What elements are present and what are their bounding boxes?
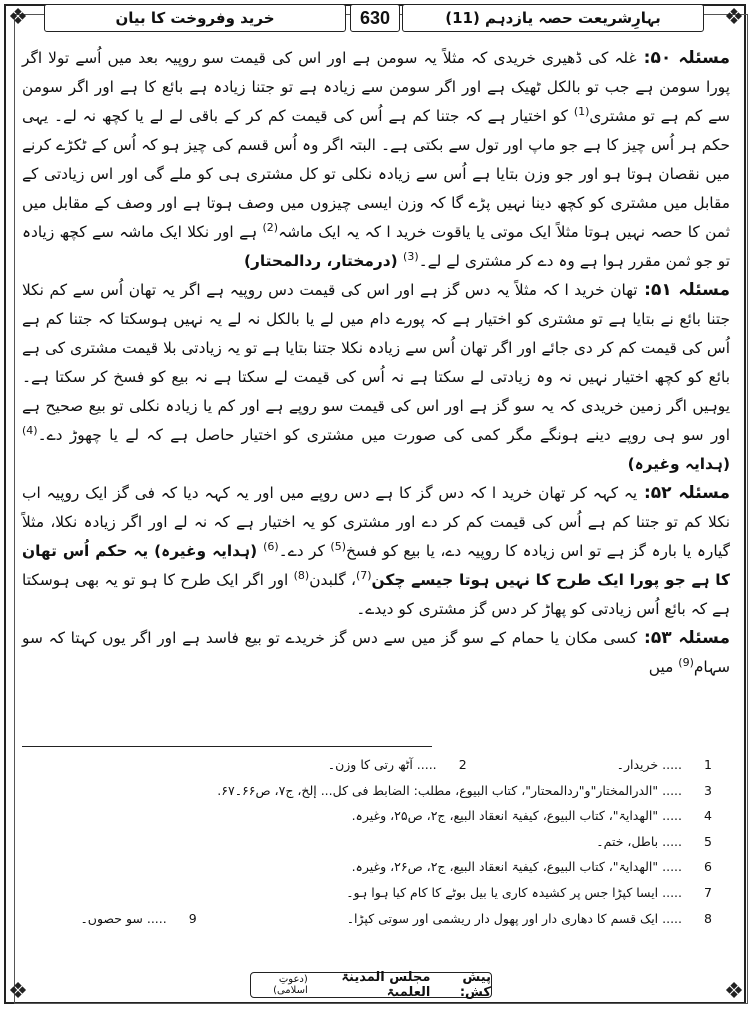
footnote-reference: (9) [678, 655, 694, 669]
footer-subtitle: (دعوتِ اسلامی) [273, 974, 308, 996]
masala-label: مسئلہ ۵۰: [636, 48, 730, 68]
footnote-row: 5..... باطل، ختم۔ [32, 829, 712, 855]
corner-ornament-icon: ❖ [724, 979, 744, 1004]
masala-paragraph [22, 479, 730, 624]
footnote-text: "الھدایۃ"، کتاب البیوع، کیفیۃ انعقاد البیع، ج۲، ص۲۵، وغیرہ. [351, 808, 659, 824]
footnote-text: آٹھ رتی کا وزن۔ [327, 757, 413, 772]
footnote-row: 6..... "الھدایۃ"، کتاب البیوع، کیفیۃ انعقاد البیع، ج۲، ص۲۶، وغیرہ. [32, 854, 712, 880]
corner-ornament-icon: ❖ [724, 5, 744, 30]
footnote-text: باطل، ختم۔ [596, 833, 659, 849]
source-citation: (ہدایہ وغیرہ) [627, 455, 730, 473]
footnote-reference: (7) [355, 568, 372, 582]
footnote-row: 4..... "الھدایۃ"، کتاب البیوع، کیفیۃ انعقاد البیع، ج۲، ص۲۵، وغیرہ. [32, 803, 712, 829]
footnote-text: ایک قسم کا دھاری دار اور پھول دار ریشمی اور سوتی کپڑا۔ [346, 910, 659, 926]
masala-paragraph [22, 44, 730, 276]
footnote-number: 6 [704, 859, 712, 875]
masala-label: مسئلہ ۵۲: [637, 483, 730, 503]
footnote-number: 3 [704, 782, 712, 798]
footnote-row: 7..... ایسا کپڑا جس پر کشیدہ کاری یا بیل بوٹے کا کام کیا ہوا ہو۔ [32, 880, 712, 906]
footnote-divider [22, 746, 432, 747]
footnote-row: 3..... "الدرالمختار"و"ردالمحتار"، کتاب البیوع، مطلب: الضابط فی کل... إلخ، ج۷، ص۶۶۔۶۷. [32, 778, 712, 804]
footnote-number: 2 [458, 757, 467, 772]
footer-label: پیش کش: [459, 970, 491, 1000]
corner-ornament-icon: ❖ [8, 5, 28, 30]
footnote-reference: (2) [262, 220, 279, 234]
corner-ornament-icon: ❖ [8, 979, 28, 1004]
source-citation: (ہدایہ وغیرہ) یہ حکم اُس تھان کا ہے جو پورا ایک طرح کا نہیں ہوتا جیسے چکن [22, 542, 731, 589]
main-text [22, 44, 730, 682]
masala-paragraph [22, 624, 730, 682]
paragraph-text: یہ کہہ کر تھان خرید ا کہ دس گز کا ہے دس روپے میں اور یہ کہہ دیا کہ فی گز ایک روپیہ اب نکلا کم تو جتنا کم ہے اُس کی قیمت کم کر دے اور مشتری کو یہ اختیار ہے کہ نہ لے اور اگر زیادہ نکلا، مثلاً گیارہ یا بارہ گز ہے تو اس زیادہ کا روپیہ دے، یا بیع کو فسخ [22, 484, 730, 560]
footnote-text: "الھدایۃ"، کتاب البیوع، کیفیۃ انعقاد البیع، ج۲، ص۲۶، وغیرہ. [351, 859, 659, 875]
footnote-reference: (1) [573, 104, 590, 118]
masala-paragraph [22, 276, 730, 479]
page-header [44, 0, 704, 36]
paragraph-text: ، گلبدن [309, 571, 356, 589]
footnote-text: "الدرالمختار"و"ردالمحتار"، کتاب البیوع، مطلب: الضابط فی کل... إلخ، ج۷، ص۶۶۔۶۷. [217, 782, 659, 798]
footer-organization: مجلس المدینۃ العلمیۃ [341, 970, 431, 1000]
paragraph-text: میں [648, 658, 679, 676]
paragraph-text: کسی مکان یا حمام کے سو گز میں سے دس گز خریدے تو بیع فاسد ہے اور اگر یوں کہتا کہ سو سہام [22, 629, 730, 676]
footnote-row: 8..... ایک قسم کا دھاری دار اور پھول دار ریشمی اور سوتی کپڑا۔9..... سو حصوں۔ [32, 906, 712, 932]
footnote-number: 7 [704, 884, 712, 900]
footnote-number: 5 [704, 833, 712, 849]
footnotes [32, 752, 712, 931]
paragraph-text: ہے اور نکلا ایک ماشہ سے کچھ زیادہ تو جو ثمن مقرر ہوا ہے وہ دے کر مشتری لے لے۔ [22, 223, 730, 270]
footnote-reference: (5) [330, 539, 346, 553]
paragraph-text: کو اختیار ہے کہ جتنا کم ہے اُس کی قیمت کم کر کے باقی لے لے یا کچھ نہ لے۔ یہی حکم ہر اُس چیز کا ہے جو ماپ اور تول سے بکتی ہے۔ البتہ اگر وہ اُس قسم کی چیز ہو کہ اُس کے ٹکڑے کرنے میں نقصان ہوتا ہو اور جو وزن بتایا ہے اُس سے زیادہ نکلی تو کل مشتری ہی کو ملے گی اور اس زیادتی کے مقابل میں مشتری کو کچھ دینا نہیں پڑے گا کہ وزن ایسی چیزوں میں وصف ہوتا ہے اور وصف کے مقابل میں ثمن کا حصہ نہیں ہوتا مثلاً ایک موتی یا یاقوت خرید ا کہ یہ ایک ماشہ [22, 107, 730, 241]
footnote-number: 1 [704, 757, 712, 772]
masala-label: مسئلہ ۵۱: [637, 280, 730, 300]
footnote-text: ایسا کپڑا جس پر کشیدہ کاری یا بیل بوٹے کا کام کیا ہوا ہو۔ [346, 884, 659, 900]
footnote-reference: (8) [293, 568, 310, 582]
source-citation: (درمختار، ردالمحتار) [243, 252, 404, 270]
footnote-reference: (6) [263, 539, 279, 553]
paragraph-text: اور اگر ایک طرح کا ہو تو یہ بھی ہوسکتا ہے کہ بائع اُس زیادتی کو پھاڑ کر دس گز مشتری کو دیدے۔ [22, 571, 730, 618]
book-title: بہارِشریعت حصہ یازدہم (11) [402, 4, 704, 32]
paragraph-text: غلہ کی ڈھیری خریدی کہ مثلاً یہ سومن ہے اور اس کی قیمت سو روپیہ بعد میں اُسے تولا اگر پورا سومن ہے جب تو بالکل ٹھیک ہے اور اگر سومن سے زیادہ ہے تو جتنا زیادہ ہے بائع کا ہے اور اگر سومن سے کم ہے تو مشتری [22, 49, 730, 125]
page-number: 630 [350, 4, 400, 32]
footnote-number: 9 [188, 910, 197, 926]
page-footer [250, 972, 492, 998]
footnote-reference: (4) [22, 423, 38, 437]
masala-label: مسئلہ ۵۳: [637, 628, 731, 648]
footnote-row: 1..... خریدار۔2..... آٹھ رتی کا وزن۔ [32, 752, 712, 778]
paragraph-text: کر دے۔ [278, 542, 331, 560]
footnote-text: سو حصوں۔ [80, 910, 143, 926]
chapter-title: خرید وفروخت کا بیان [44, 4, 346, 32]
footnote-number: 8 [704, 910, 712, 926]
footnote-number: 4 [704, 808, 712, 824]
paragraph-text: تھان خرید ا کہ مثلاً یہ دس گز ہے اور اس کی قیمت دس روپیہ ہے اگر یہ تھان اُس سے کم نکلا جتنا بائع نے بتایا ہے تو مشتری کو اختیار ہے کہ پورے دام میں لے یا بالکل نہ لے یہ نہیں ہوسکتا کہ جتنا کم ہے اُس کی قیمت کم کر دی جائے اور اگر تھان اُس سے زیادہ نکلا جتنا بتایا ہے تو یہ زیادتی بلا قیمت مشتری کی ہے بائع کو کچھ اختیار نہیں نہ وہ زیادتی لے سکتا ہے نہ اُس کی قیمت لے سکتا ہے نہ بیع کو فسخ کر سکتا ہے۔ یوہیں اگر زمین خریدی کہ یہ سو گز ہے اور اس کی قیمت سو روپے ہے اور کم یا زیادہ نکلی تو بیع صحیح ہے اور سو ہی روپے دینے ہونگے مگر کمی کی صورت میں مشتری کو اختیار حاصل ہے کہ لے یا چھوڑ دے۔ [22, 281, 730, 444]
footnote-reference: (3) [403, 249, 419, 263]
footnote-text: خریدار۔ [616, 757, 659, 772]
